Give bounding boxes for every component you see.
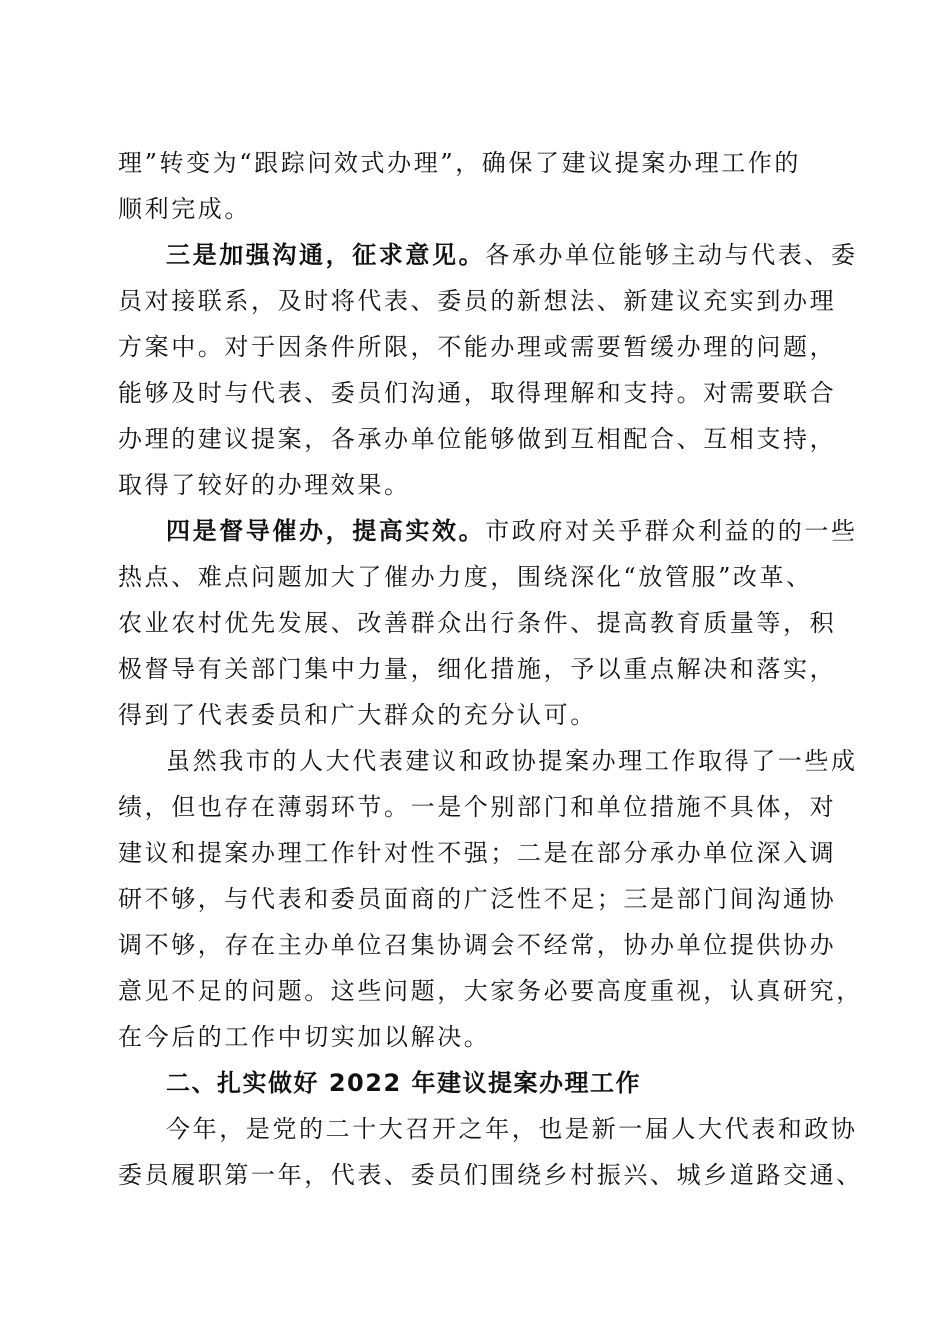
paragraph-1 bbox=[118, 140, 838, 232]
text-run: 市政府对关乎群众利益的的一些 bbox=[485, 517, 858, 545]
paragraph-supervision bbox=[118, 508, 858, 738]
paragraph-shortcomings bbox=[118, 738, 863, 1060]
text-line: 建议和提案办理工作针对性不强；二是在部分承办单位深入调 bbox=[118, 839, 837, 867]
text-line: 能够及时与代表、委员们沟通，取得理解和支持。对需要联合 bbox=[118, 379, 837, 407]
document-page bbox=[118, 140, 863, 1198]
text-line: 农业农村优先发展、改善群众出行条件、提高教育质量等，积 bbox=[118, 609, 837, 637]
text-line: 虽然我市的人大代表建议和政协提案办理工作取得了一些成 bbox=[166, 747, 858, 775]
text-line: 热点、难点问题加大了催办力度，围绕深化“放管服”改革、 bbox=[118, 563, 813, 591]
paragraph-this-year bbox=[118, 1106, 863, 1198]
text-line: 得到了代表委员和广大群众的充分认可。 bbox=[118, 701, 597, 729]
section-heading: 二、扎实做好 2022 年建议提案办理工作 bbox=[166, 1069, 642, 1097]
text-line bbox=[118, 232, 858, 278]
text-line: 理”转变为“跟踪问效式办理”，确保了建议提案办理工作的 bbox=[118, 149, 802, 177]
text-line: 极督导有关部门集中力量，细化措施，予以重点解决和落实， bbox=[118, 655, 837, 683]
text-line: 在今后的工作中切实加以解决。 bbox=[118, 1023, 491, 1051]
text-line: 研不够，与代表和委员面商的广泛性不足；三是部门间沟通协 bbox=[118, 885, 837, 913]
text-run: 各承办单位能够主动与代表、委 bbox=[485, 241, 858, 269]
text-line: 办理的建议提案，各承办单位能够做到互相配合、互相支持， bbox=[118, 425, 837, 453]
text-line: 今年，是党的二十大召开之年，也是新一届人大代表和政协 bbox=[166, 1115, 858, 1143]
text-line: 顺利完成。 bbox=[118, 195, 251, 223]
text-line: 绩，但也存在薄弱环节。一是个别部门和单位措施不具体，对 bbox=[118, 793, 837, 821]
paragraph-communication bbox=[118, 232, 858, 508]
text-line: 调不够，存在主办单位召集协调会不经常，协办单位提供协办 bbox=[118, 931, 837, 959]
text-line: 委员履职第一年，代表、委员们围绕乡村振兴、城乡道路交通、 bbox=[118, 1161, 863, 1189]
paragraph-lead: 三是加强沟通，征求意见。 bbox=[166, 241, 486, 269]
text-line: 员对接联系，及时将代表、委员的新想法、新建议充实到办理 bbox=[118, 287, 837, 315]
text-line: 方案中。对于因条件所限，不能办理或需要暂缓办理的问题， bbox=[118, 333, 837, 361]
paragraph-lead: 四是督导催办，提高实效。 bbox=[166, 517, 486, 545]
text-line: 取得了较好的办理效果。 bbox=[118, 471, 411, 499]
text-line bbox=[118, 508, 858, 554]
text-line: 意见不足的问题。这些问题，大家务必要高度重视，认真研究， bbox=[118, 977, 863, 1005]
